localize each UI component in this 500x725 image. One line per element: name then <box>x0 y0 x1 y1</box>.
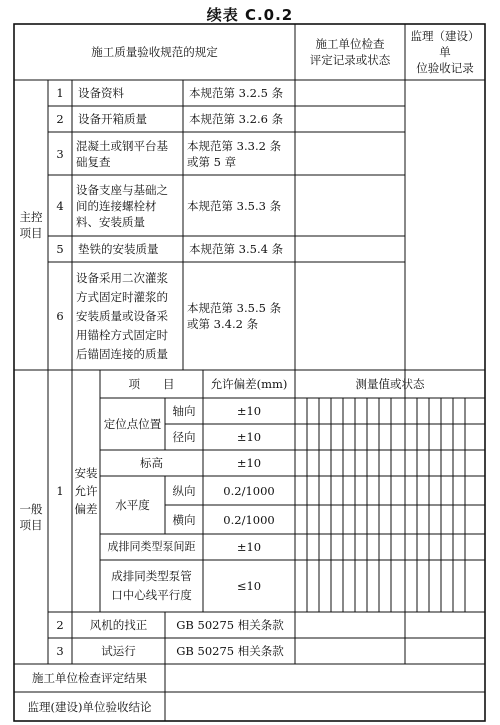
tol-longitudinal: 0.2/1000 <box>223 483 275 498</box>
mc-row-5-ref: 本规范第 3.5.4 条 <box>189 242 284 256</box>
subheader-tolerance: 允许偏差(mm) <box>210 377 288 391</box>
subheader-item: 项 目 <box>128 377 175 391</box>
mc-row-1-ref: 本规范第 3.2.5 条 <box>189 86 284 100</box>
subheader-measured: 测量值或状态 <box>355 377 425 391</box>
elevation-label: 标高 <box>140 456 163 470</box>
tol-pipe-parallel: ≤10 <box>236 579 262 593</box>
mc-row-4-item: 设备支座与基础之间的连接螺栓材料、安装质量 <box>76 182 168 229</box>
mc-row-2-ref: 本规范第 3.2.6 条 <box>189 112 284 126</box>
axial-label: 轴向 <box>172 404 196 418</box>
tolerance-group-label: 安装 允许 偏差 <box>74 466 98 516</box>
tol-radial: ±10 <box>236 430 262 444</box>
page-title: 续表 C.0.2 <box>206 6 294 24</box>
mc-row-3-item: 混凝土或钢平台基础复查 <box>76 138 168 169</box>
mc-row-3-ref: 本规范第 3.3.2 条或第 5 章 <box>187 138 282 169</box>
general-row-2-ref: GB 50275 相关条款 <box>176 618 284 632</box>
general-row-3-ref: GB 50275 相关条款 <box>176 644 284 658</box>
pipe-parallel-label: 成排同类型泵管口中心线平行度 <box>111 569 192 602</box>
mc-row-2-item: 设备开箱质量 <box>78 112 147 126</box>
header-spec: 施工质量验收规范的规定 <box>91 45 218 59</box>
mc-row-1-no: 1 <box>56 86 64 100</box>
mc-row-4-no: 4 <box>56 198 64 213</box>
general-row-2-no: 2 <box>56 618 64 632</box>
mc-row-1-item: 设备资料 <box>78 86 124 100</box>
mc-row-6-ref: 本规范第 3.5.5 条或第 3.4.2 条 <box>187 301 282 331</box>
longitudinal-label: 纵向 <box>172 483 196 498</box>
construction-result-label: 施工单位检查评定结果 <box>32 671 147 685</box>
mc-row-3-no: 3 <box>56 146 64 161</box>
mc-row-5-item: 垫铁的安装质量 <box>78 242 159 256</box>
general-row-1-no: 1 <box>56 484 64 498</box>
tol-pump-spacing: ±10 <box>236 540 262 554</box>
levelness-label: 水平度 <box>115 498 150 512</box>
tol-transverse: 0.2/1000 <box>223 512 275 527</box>
mc-row-5-no: 5 <box>56 242 64 256</box>
radial-label: 径向 <box>172 430 196 444</box>
general-row-3-no: 3 <box>56 644 64 658</box>
positioning-label: 定位点位置 <box>103 417 162 431</box>
tol-axial: ±10 <box>236 404 262 418</box>
supervision-conclusion-label: 监理(建设)单位验收结论 <box>27 699 152 714</box>
mc-row-2-no: 2 <box>56 112 64 126</box>
mc-row-6-no: 6 <box>56 309 64 323</box>
mc-row-4-ref: 本规范第 3.5.3 条 <box>187 198 282 213</box>
pump-spacing-label: 成排同类型泵间距 <box>107 540 196 553</box>
header-supervision-unit: 监理（建设）单 位验收记录 <box>410 29 480 75</box>
general-row-3-item: 试运行 <box>101 644 136 658</box>
header-construction-unit: 施工单位检查 评定记录或状态 <box>309 37 391 67</box>
main-control-label: 主控 项目 <box>19 210 43 240</box>
mc-row-6-item: 设备采用二次灌浆方式固定时灌浆的安装质量或设备采用锚栓方式固定时后锚固连接的质量 <box>76 270 168 361</box>
transverse-label: 横向 <box>172 512 196 527</box>
general-label: 一般 项目 <box>19 502 43 532</box>
general-row-2-item: 风机的找正 <box>89 618 148 632</box>
tol-elevation: ±10 <box>236 456 262 470</box>
